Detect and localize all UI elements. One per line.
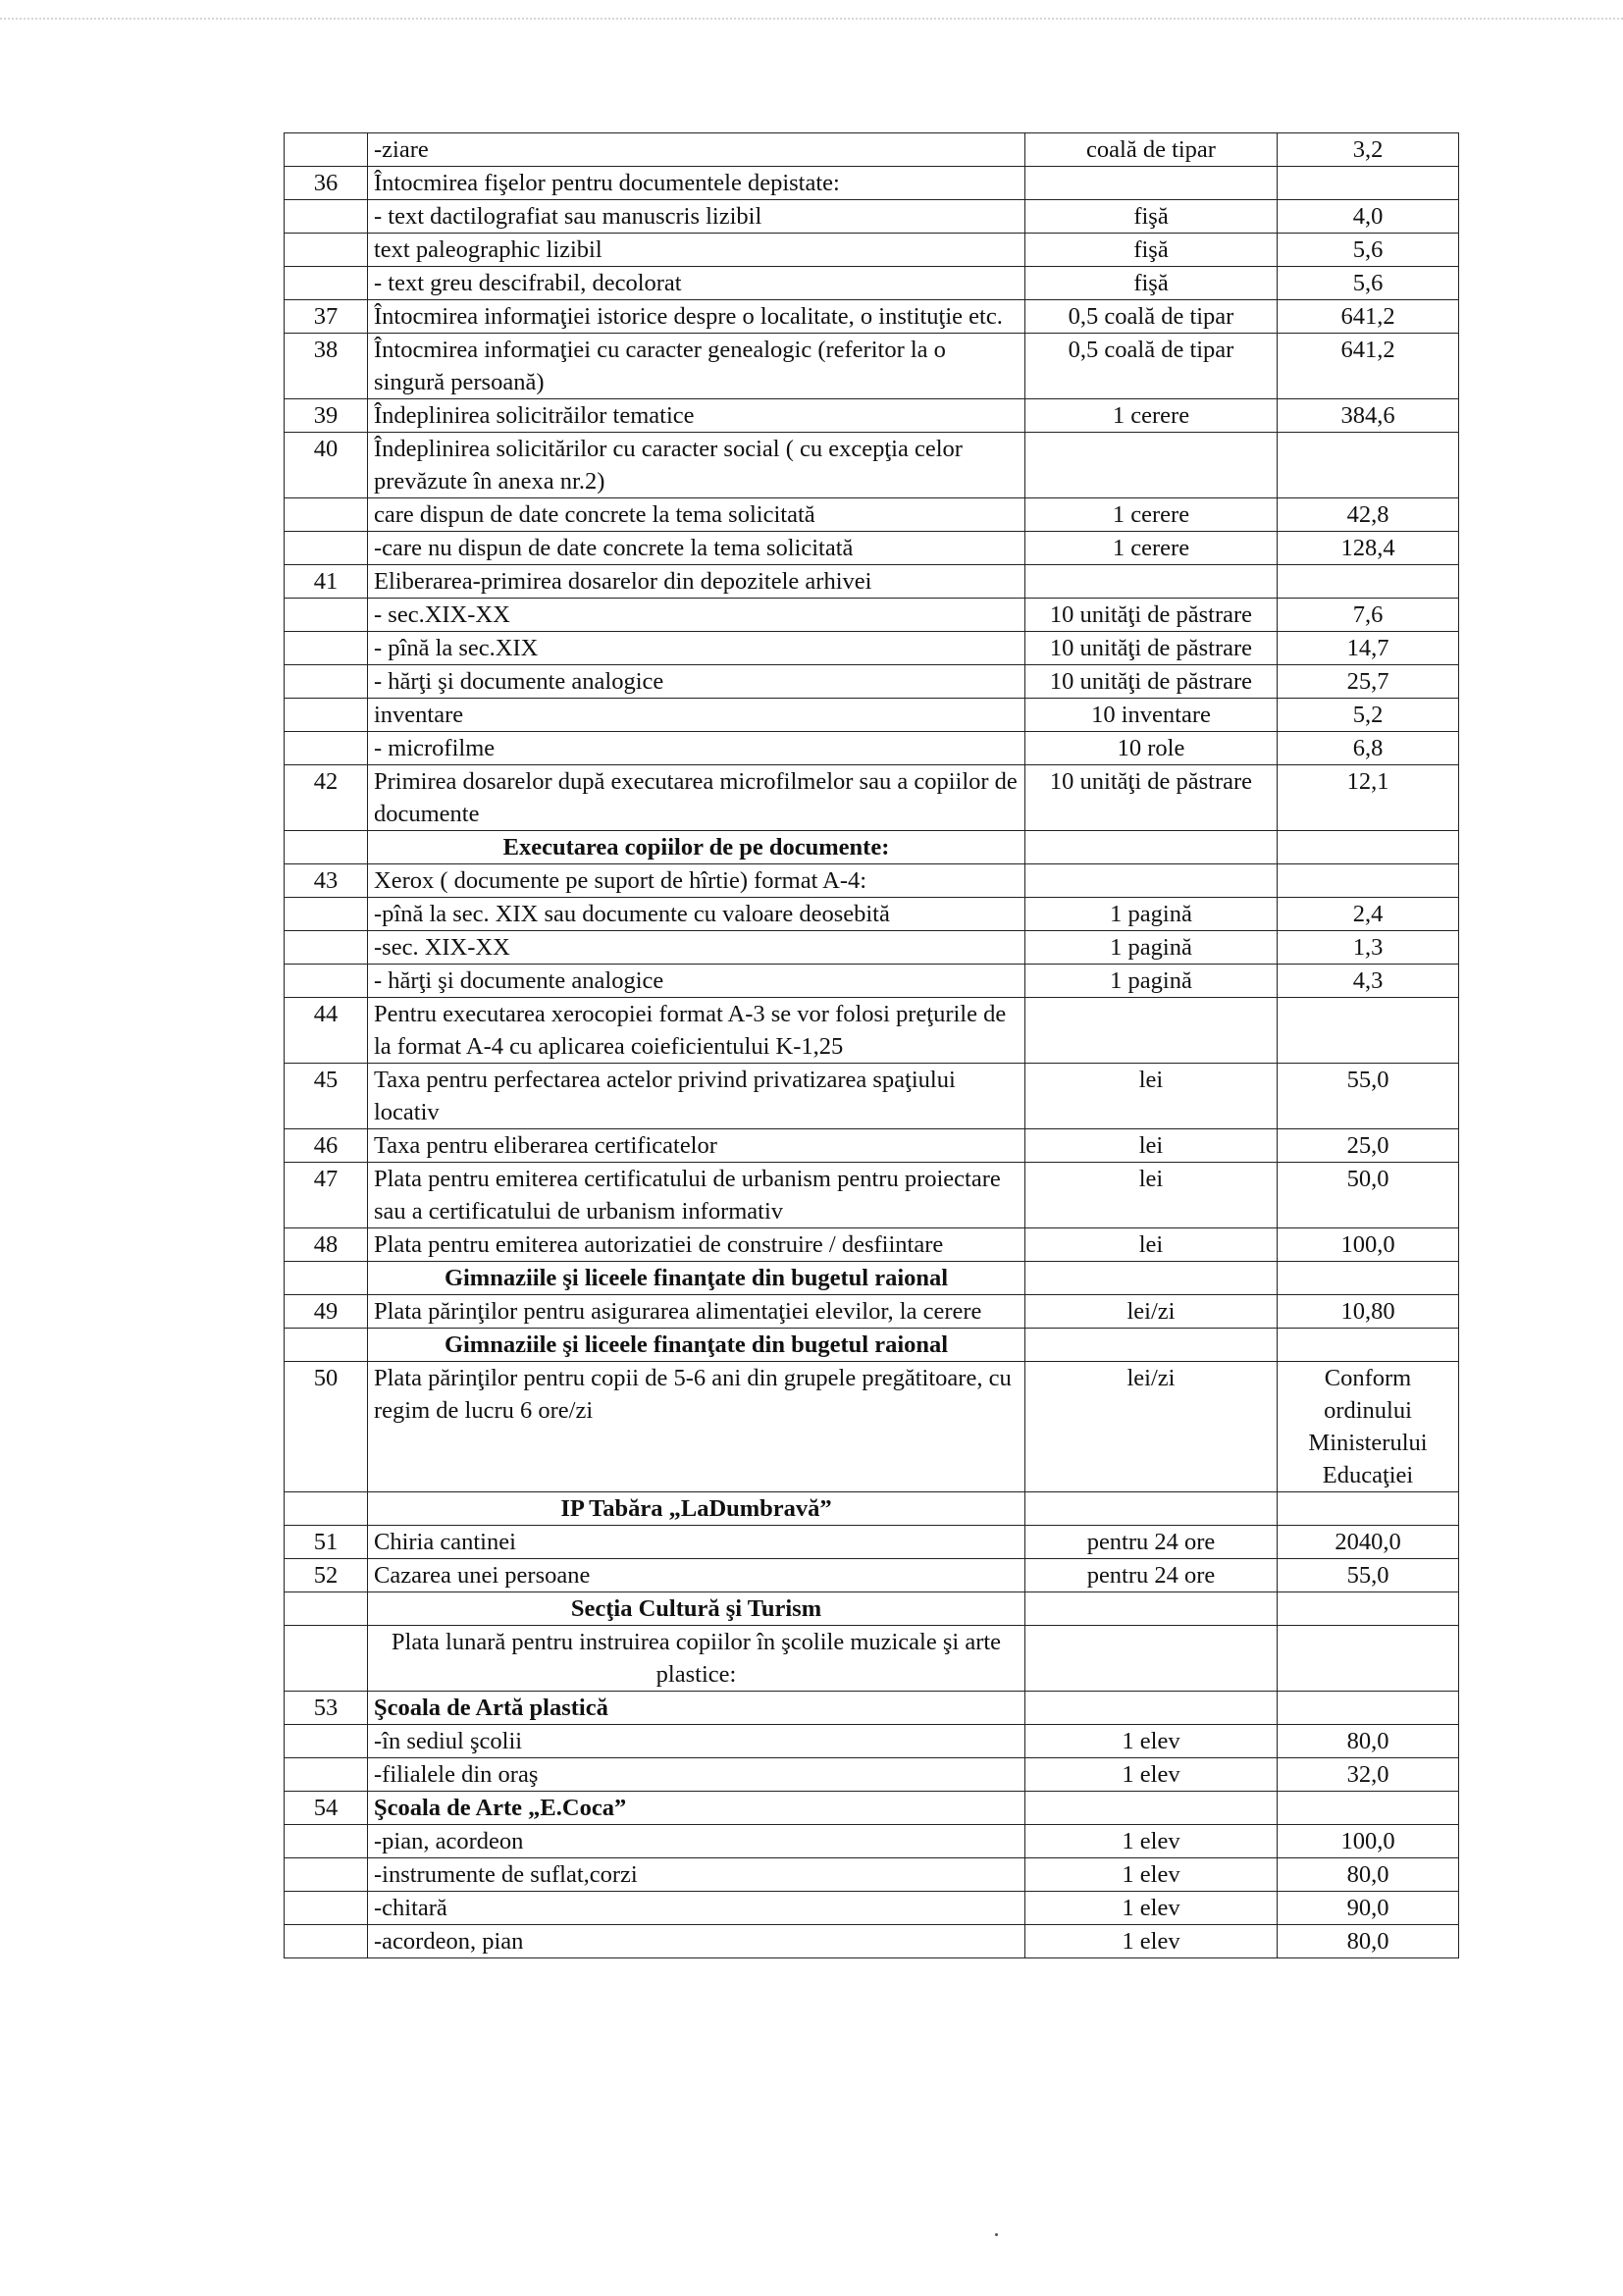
table-row	[285, 433, 1459, 498]
row-number-cell: 52	[285, 1559, 368, 1592]
table-row	[285, 1925, 1459, 1958]
section-row	[285, 1592, 1459, 1626]
service-name-cell: Secţia Cultură şi Turism	[368, 1592, 1025, 1626]
unit-cell: 10 unităţi de păstrare	[1025, 765, 1278, 831]
price-cell: Conform ordinului Ministerului Educaţiei	[1278, 1362, 1459, 1492]
unit-cell	[1025, 1626, 1278, 1692]
service-name-cell: - hărţi şi documente analogice	[368, 965, 1025, 998]
price-cell: 4,0	[1278, 200, 1459, 234]
table-row	[285, 1559, 1459, 1592]
service-name-cell: -ziare	[368, 133, 1025, 167]
row-number-cell: 40	[285, 433, 368, 498]
unit-cell: 10 role	[1025, 732, 1278, 765]
table-row	[285, 864, 1459, 898]
row-number-cell	[285, 1626, 368, 1692]
service-name-cell: -sec. XIX-XX	[368, 931, 1025, 965]
unit-cell: lei/zi	[1025, 1295, 1278, 1329]
unit-cell: 10 unităţi de păstrare	[1025, 599, 1278, 632]
price-cell: 25,0	[1278, 1129, 1459, 1163]
row-number-cell	[285, 1262, 368, 1295]
row-number-cell: 50	[285, 1362, 368, 1492]
row-number-cell: 44	[285, 998, 368, 1064]
row-number-cell	[285, 1758, 368, 1792]
unit-cell: lei	[1025, 1228, 1278, 1262]
price-cell	[1278, 864, 1459, 898]
table-row	[285, 334, 1459, 399]
price-cell: 1,3	[1278, 931, 1459, 965]
service-name-cell: - text dactilografiat sau manuscris lizibil	[368, 200, 1025, 234]
price-cell: 5,2	[1278, 699, 1459, 732]
page-mark	[995, 2233, 998, 2236]
service-name-cell: -acordeon, pian	[368, 1925, 1025, 1958]
price-cell	[1278, 1592, 1459, 1626]
price-cell	[1278, 1792, 1459, 1825]
row-number-cell: 47	[285, 1163, 368, 1228]
table-row	[285, 898, 1459, 931]
table-row	[285, 599, 1459, 632]
row-number-cell: 53	[285, 1692, 368, 1725]
service-name-cell: Plata părinţilor pentru asigurarea alimentaţiei elevilor, la cerere	[368, 1295, 1025, 1329]
table-row	[285, 1129, 1459, 1163]
service-name-cell: -filialele din oraş	[368, 1758, 1025, 1792]
unit-cell: fişă	[1025, 200, 1278, 234]
price-cell	[1278, 998, 1459, 1064]
unit-cell: 10 inventare	[1025, 699, 1278, 732]
service-name-cell: -pian, acordeon	[368, 1825, 1025, 1858]
price-cell: 4,3	[1278, 965, 1459, 998]
service-name-cell: Plata pentru emiterea certificatului de urbanism pentru proiectare sau a certificatului de urbanism informativ	[368, 1163, 1025, 1228]
unit-cell	[1025, 1592, 1278, 1626]
unit-cell: 1 pagină	[1025, 931, 1278, 965]
price-cell: 42,8	[1278, 498, 1459, 532]
unit-cell: 1 elev	[1025, 1858, 1278, 1892]
row-number-cell: 39	[285, 399, 368, 433]
price-cell	[1278, 1692, 1459, 1725]
unit-cell: pentru 24 ore	[1025, 1526, 1278, 1559]
price-cell: 5,6	[1278, 234, 1459, 267]
price-cell: 25,7	[1278, 665, 1459, 699]
price-cell	[1278, 1492, 1459, 1526]
unit-cell: lei	[1025, 1163, 1278, 1228]
price-cell: 32,0	[1278, 1758, 1459, 1792]
unit-cell: 1 elev	[1025, 1892, 1278, 1925]
unit-cell	[1025, 1262, 1278, 1295]
service-name-cell: Pentru executarea xerocopiei format A-3 se vor folosi preţurile de la format A-4 cu aplicarea coieficientului K-1,25	[368, 998, 1025, 1064]
unit-cell: 0,5 coală de tipar	[1025, 300, 1278, 334]
price-cell	[1278, 1626, 1459, 1692]
unit-cell: lei	[1025, 1129, 1278, 1163]
table-row	[285, 765, 1459, 831]
row-number-cell: 46	[285, 1129, 368, 1163]
unit-cell: pentru 24 ore	[1025, 1559, 1278, 1592]
price-cell: 2,4	[1278, 898, 1459, 931]
row-number-cell	[285, 898, 368, 931]
row-number-cell: 51	[285, 1526, 368, 1559]
unit-cell	[1025, 1692, 1278, 1725]
row-number-cell	[285, 1858, 368, 1892]
row-number-cell	[285, 532, 368, 565]
unit-cell	[1025, 167, 1278, 200]
price-cell: 12,1	[1278, 765, 1459, 831]
table-row	[285, 1692, 1459, 1725]
row-number-cell	[285, 1892, 368, 1925]
unit-cell: 1 elev	[1025, 1758, 1278, 1792]
unit-cell: lei/zi	[1025, 1362, 1278, 1492]
service-name-cell: Cazarea unei persoane	[368, 1559, 1025, 1592]
service-name-cell: Plata părinţilor pentru copii de 5-6 ani din grupele pregătitoare, cu regim de lucru 6 ore/zi	[368, 1362, 1025, 1492]
table-row	[285, 1725, 1459, 1758]
unit-cell: lei	[1025, 1064, 1278, 1129]
row-number-cell	[285, 699, 368, 732]
table-row	[285, 931, 1459, 965]
row-number-cell	[285, 498, 368, 532]
service-name-cell: Şcoala de Artă plastică	[368, 1692, 1025, 1725]
price-cell	[1278, 565, 1459, 599]
row-number-cell	[285, 1592, 368, 1626]
row-number-cell: 36	[285, 167, 368, 200]
price-table-body	[285, 133, 1459, 1958]
service-name-cell: Gimnaziile şi liceele finanţate din bugetul raional	[368, 1329, 1025, 1362]
section-row	[285, 1262, 1459, 1295]
unit-cell	[1025, 831, 1278, 864]
price-cell: 55,0	[1278, 1559, 1459, 1592]
table-row	[285, 167, 1459, 200]
unit-cell: coală de tipar	[1025, 133, 1278, 167]
unit-cell: fişă	[1025, 234, 1278, 267]
service-name-cell: inventare	[368, 699, 1025, 732]
service-name-cell: Îndeplinirea solicitărilor cu caracter social ( cu excepţia celor prevăzute în anexa nr.2)	[368, 433, 1025, 498]
price-cell: 100,0	[1278, 1825, 1459, 1858]
unit-cell: 10 unităţi de păstrare	[1025, 665, 1278, 699]
row-number-cell	[285, 632, 368, 665]
price-cell	[1278, 831, 1459, 864]
table-row	[285, 665, 1459, 699]
row-number-cell: 42	[285, 765, 368, 831]
row-number-cell	[285, 1329, 368, 1362]
service-name-cell: Primirea dosarelor după executarea microfilmelor sau a copiilor de documente	[368, 765, 1025, 831]
unit-cell	[1025, 1329, 1278, 1362]
price-cell: 128,4	[1278, 532, 1459, 565]
price-cell: 100,0	[1278, 1228, 1459, 1262]
price-cell: 5,6	[1278, 267, 1459, 300]
price-cell: 14,7	[1278, 632, 1459, 665]
row-number-cell: 48	[285, 1228, 368, 1262]
service-name-cell: -pînă la sec. XIX sau documente cu valoare deosebită	[368, 898, 1025, 931]
service-name-cell: Executarea copiilor de pe documente:	[368, 831, 1025, 864]
row-number-cell	[285, 267, 368, 300]
table-row	[285, 1792, 1459, 1825]
row-number-cell	[285, 665, 368, 699]
row-number-cell: 41	[285, 565, 368, 599]
table-row	[285, 1362, 1459, 1492]
table-row	[285, 632, 1459, 665]
service-name-cell: Taxa pentru perfectarea actelor privind privatizarea spaţiului locativ	[368, 1064, 1025, 1129]
service-name-cell: - hărţi şi documente analogice	[368, 665, 1025, 699]
unit-cell	[1025, 1792, 1278, 1825]
row-number-cell	[285, 234, 368, 267]
table-row	[285, 300, 1459, 334]
table-row	[285, 1758, 1459, 1792]
service-name-cell: - microfilme	[368, 732, 1025, 765]
price-cell: 3,2	[1278, 133, 1459, 167]
service-name-cell: -instrumente de suflat,corzi	[368, 1858, 1025, 1892]
unit-cell: fişă	[1025, 267, 1278, 300]
table-row	[285, 1526, 1459, 1559]
table-row	[285, 1825, 1459, 1858]
row-number-cell	[285, 831, 368, 864]
row-number-cell: 49	[285, 1295, 368, 1329]
price-cell: 384,6	[1278, 399, 1459, 433]
service-name-cell: Xerox ( documente pe suport de hîrtie) format A-4:	[368, 864, 1025, 898]
unit-cell: 1 cerere	[1025, 399, 1278, 433]
unit-cell: 1 pagină	[1025, 898, 1278, 931]
service-name-cell: -chitară	[368, 1892, 1025, 1925]
service-name-cell: Şcoala de Arte „E.Coca”	[368, 1792, 1025, 1825]
row-number-cell: 37	[285, 300, 368, 334]
price-cell: 641,2	[1278, 300, 1459, 334]
row-number-cell	[285, 931, 368, 965]
section-row	[285, 1329, 1459, 1362]
price-cell: 80,0	[1278, 1925, 1459, 1958]
table-row	[285, 1892, 1459, 1925]
unit-cell: 1 cerere	[1025, 498, 1278, 532]
table-row	[285, 565, 1459, 599]
table-row	[285, 1626, 1459, 1692]
price-cell: 55,0	[1278, 1064, 1459, 1129]
row-number-cell	[285, 599, 368, 632]
row-number-cell	[285, 1492, 368, 1526]
service-name-cell: Îndeplinirea solicitrăilor tematice	[368, 399, 1025, 433]
service-name-cell: care dispun de date concrete la tema solicitată	[368, 498, 1025, 532]
row-number-cell	[285, 1925, 368, 1958]
service-name-cell: Eliberarea-primirea dosarelor din depozitele arhivei	[368, 565, 1025, 599]
price-cell: 80,0	[1278, 1725, 1459, 1758]
service-name-cell: text paleographic lizibil	[368, 234, 1025, 267]
price-cell: 6,8	[1278, 732, 1459, 765]
service-name-cell: -în sediul şcolii	[368, 1725, 1025, 1758]
table-row	[285, 267, 1459, 300]
table-row	[285, 1295, 1459, 1329]
table-row	[285, 532, 1459, 565]
table-row	[285, 965, 1459, 998]
table-row	[285, 699, 1459, 732]
row-number-cell	[285, 732, 368, 765]
price-table	[284, 132, 1459, 1958]
price-cell: 7,6	[1278, 599, 1459, 632]
row-number-cell	[285, 1725, 368, 1758]
table-row	[285, 1064, 1459, 1129]
service-name-cell: - text greu descifrabil, decolorat	[368, 267, 1025, 300]
unit-cell	[1025, 433, 1278, 498]
section-row	[285, 831, 1459, 864]
unit-cell	[1025, 864, 1278, 898]
service-name-cell: Întocmirea fişelor pentru documentele depistate:	[368, 167, 1025, 200]
scan-edge-line	[0, 18, 1623, 20]
row-number-cell: 38	[285, 334, 368, 399]
unit-cell: 1 cerere	[1025, 532, 1278, 565]
service-name-cell: Chiria cantinei	[368, 1526, 1025, 1559]
unit-cell: 1 elev	[1025, 1925, 1278, 1958]
section-row	[285, 1492, 1459, 1526]
service-name-cell: - pînă la sec.XIX	[368, 632, 1025, 665]
price-cell: 641,2	[1278, 334, 1459, 399]
unit-cell	[1025, 998, 1278, 1064]
unit-cell: 1 elev	[1025, 1725, 1278, 1758]
unit-cell: 1 pagină	[1025, 965, 1278, 998]
table-row	[285, 133, 1459, 167]
row-number-cell: 54	[285, 1792, 368, 1825]
service-name-cell: -care nu dispun de date concrete la tema solicitată	[368, 532, 1025, 565]
table-row	[285, 998, 1459, 1064]
row-number-cell: 43	[285, 864, 368, 898]
price-cell: 10,80	[1278, 1295, 1459, 1329]
table-row	[285, 1858, 1459, 1892]
table-row	[285, 200, 1459, 234]
service-name-cell: IP Tabăra „LaDumbravă”	[368, 1492, 1025, 1526]
service-name-cell: Întocmirea informaţiei istorice despre o localitate, o instituţie etc.	[368, 300, 1025, 334]
service-name-cell: Plata lunară pentru instruirea copiilor în şcolile muzicale şi arte plastice:	[368, 1626, 1025, 1692]
table-row	[285, 1228, 1459, 1262]
service-name-cell: - sec.XIX-XX	[368, 599, 1025, 632]
service-name-cell: Gimnaziile şi liceele finanţate din bugetul raional	[368, 1262, 1025, 1295]
table-row	[285, 399, 1459, 433]
service-name-cell: Taxa pentru eliberarea certificatelor	[368, 1129, 1025, 1163]
unit-cell: 0,5 coală de tipar	[1025, 334, 1278, 399]
row-number-cell	[285, 1825, 368, 1858]
table-row	[285, 498, 1459, 532]
row-number-cell	[285, 133, 368, 167]
price-cell	[1278, 1262, 1459, 1295]
table-row	[285, 234, 1459, 267]
price-cell: 2040,0	[1278, 1526, 1459, 1559]
unit-cell	[1025, 1492, 1278, 1526]
service-name-cell: Întocmirea informaţiei cu caracter genealogic (referitor la o singură persoană)	[368, 334, 1025, 399]
unit-cell: 10 unităţi de păstrare	[1025, 632, 1278, 665]
price-cell: 80,0	[1278, 1858, 1459, 1892]
row-number-cell	[285, 200, 368, 234]
service-name-cell: Plata pentru emiterea autorizatiei de construire / desfiintare	[368, 1228, 1025, 1262]
price-cell: 90,0	[1278, 1892, 1459, 1925]
price-cell	[1278, 1329, 1459, 1362]
table-row	[285, 1163, 1459, 1228]
row-number-cell	[285, 965, 368, 998]
table-row	[285, 732, 1459, 765]
price-cell	[1278, 433, 1459, 498]
row-number-cell: 45	[285, 1064, 368, 1129]
unit-cell	[1025, 565, 1278, 599]
unit-cell: 1 elev	[1025, 1825, 1278, 1858]
price-cell	[1278, 167, 1459, 200]
price-cell: 50,0	[1278, 1163, 1459, 1228]
